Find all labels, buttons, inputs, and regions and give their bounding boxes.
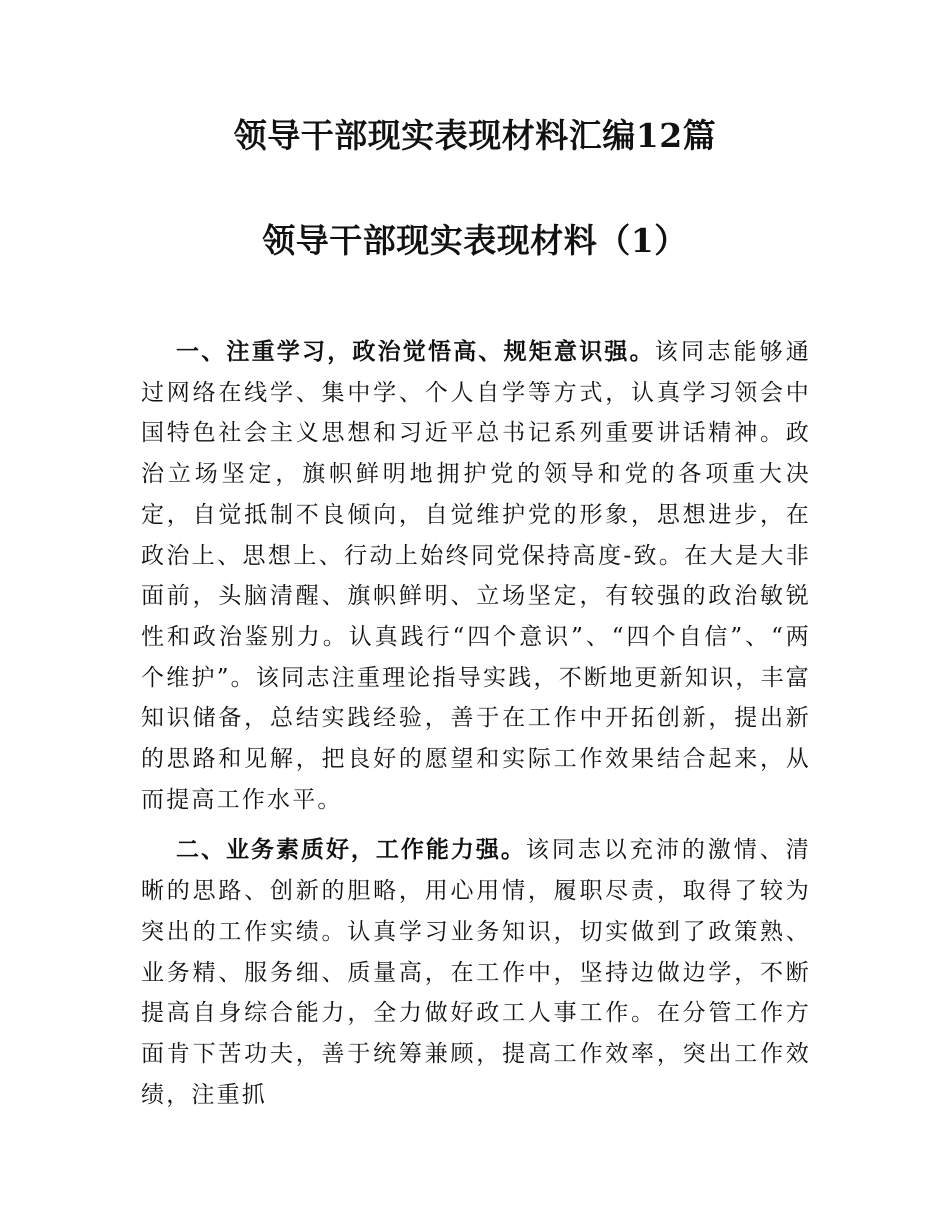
section-paragraph-1 [141,332,811,820]
document-title: 领导干部现实表现材料汇编12篇 [233,116,717,155]
section-heading-1: 一、注重学习，政治觉悟高、规矩意识强。 [176,339,655,365]
document-body [141,332,811,1125]
document-subtitle: 领导干部现实表现材料（1） [262,221,688,260]
section-text-1: 该同志能够通过网络在线学、集中学、个人自学等方式，认真学习领会中国特色社会主义思想和习近平总书记系列重要讲话精神。政治立场坚定，旗帜鲜明地拥护党的领导和党的各项重大决定，自觉抵制不良倾向，自觉维护党的形象，思想进步，在政治上、思想上、行动上始终同党保持高度-致。在大是大非面前，头脑清醒、旗帜鲜明、立场坚定，有较强的政治敏锐性和政治鉴别力。认真践行“四个意识”、“四个自信”、“两个维护”。该同志注重理论指导实践，不断地更新知识，丰富知识储备，总结实践经验，善于在工作中开拓创新，提出新的思路和见解，把良好的愿望和实际工作效果结合起来，从而提高工作水平。 [141,339,811,813]
section-heading-2: 二、业务素质好，工作能力强。 [176,837,526,864]
section-text-2: 该同志以充沛的激情、清晰的思路、创新的胆略，用心用情，履职尽责，取得了较为突出的工作实绩。认真学习业务知识，切实做到了政策熟、业务精、服务细、质量高，在工作中，坚持边做边学，不断提高自身综合能力，全力做好政工人事工作。在分管工作方面肯下苦功夫，善于统筹兼顾，提高工作效率，突出工作效绩，注重抓 [141,837,811,1108]
section-paragraph-2 [141,830,811,1115]
